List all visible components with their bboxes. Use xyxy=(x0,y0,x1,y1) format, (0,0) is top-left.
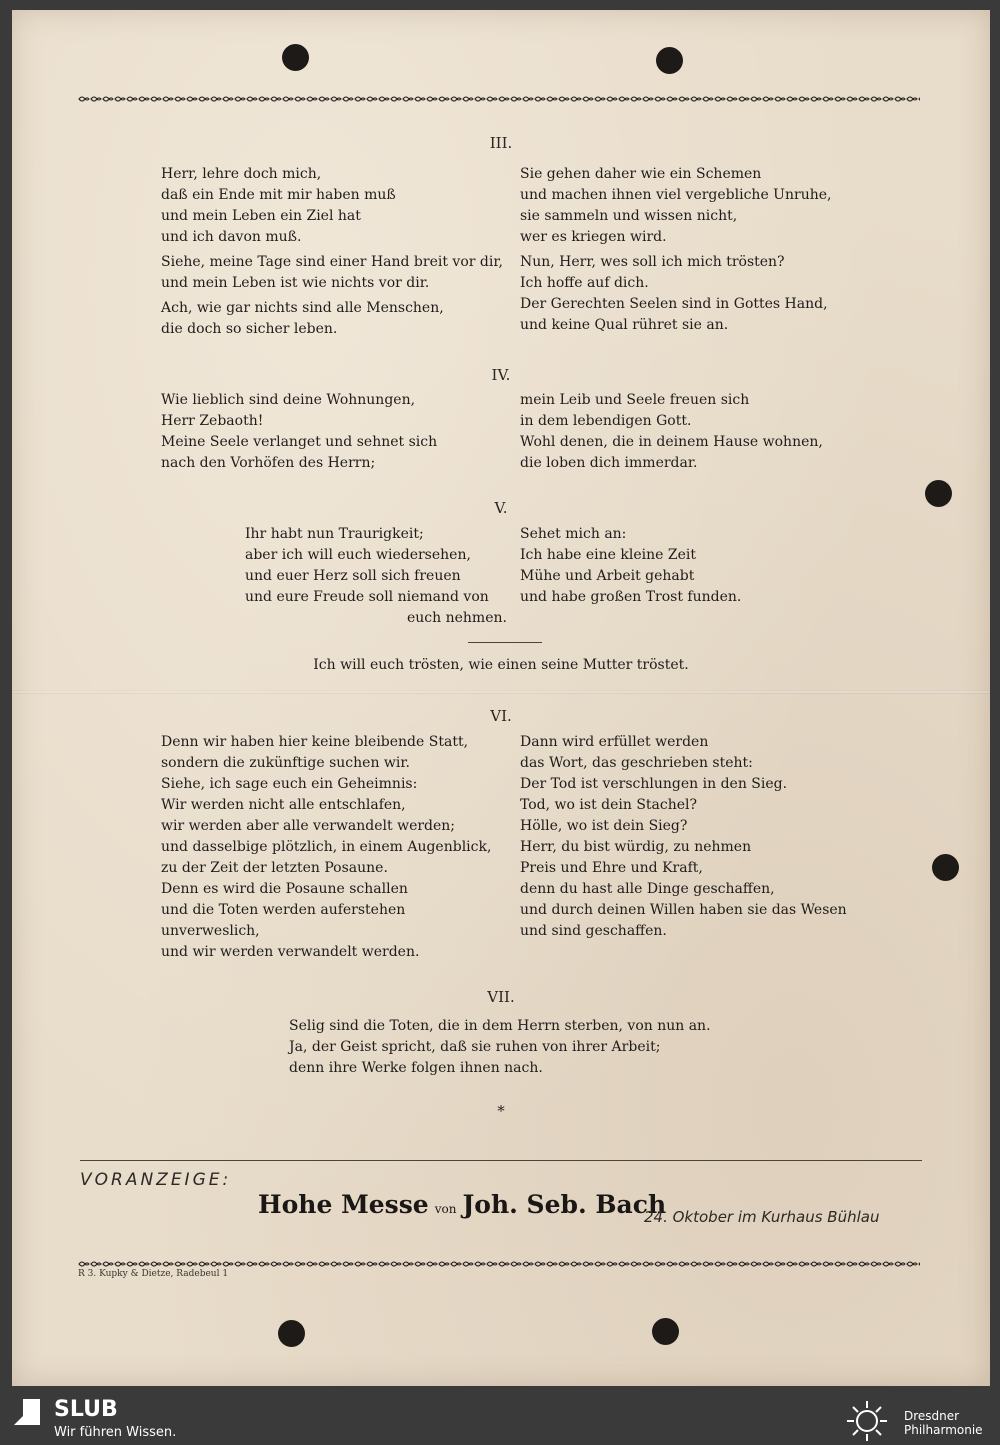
section-v-right-column xyxy=(520,524,741,608)
verse-line: die doch so sicher leben. xyxy=(161,321,338,337)
announcement-rule xyxy=(80,1160,922,1161)
section-numeral-vi: VI. xyxy=(490,707,512,725)
work-title: Hohe Messe xyxy=(258,1190,429,1219)
verse-line-continuation: euch nehmen. xyxy=(407,610,507,626)
verse-line: das Wort, das geschrieben steht: xyxy=(520,755,753,771)
verse-line: aber ich will euch wiedersehen, xyxy=(245,547,471,563)
verse-line: Tod, wo ist dein Stachel? xyxy=(520,797,698,813)
verse-line: Herr, lehre doch mich, xyxy=(161,166,322,182)
philharmonie-wordmark xyxy=(904,1409,983,1437)
verse-line: und mein Leben ist wie nichts vor dir. xyxy=(161,275,430,291)
philharmonie-logo-icon xyxy=(842,1397,892,1443)
von-word: von xyxy=(434,1202,457,1216)
verse-line: in dem lebendigen Gott. xyxy=(520,413,692,429)
verse-line: Selig sind die Toten, die in dem Herrn sterben, von nun an. xyxy=(289,1018,711,1034)
section-iii-right-column xyxy=(520,164,831,336)
verse-line: und mein Leben ein Ziel hat xyxy=(161,208,361,224)
verse-line: Wohl denen, die in deinem Hause wohnen, xyxy=(520,434,823,450)
verse-line: und keine Qual rühret sie an. xyxy=(520,317,729,333)
verse-line: denn du hast alle Dinge geschaffen, xyxy=(520,881,775,897)
verse-line: und machen ihnen viel vergebliche Unruhe, xyxy=(520,187,832,203)
verse-line: und wir werden verwandelt werden. xyxy=(161,944,420,960)
philharmonie-line2: Philharmonie xyxy=(904,1423,983,1437)
punch-hole xyxy=(932,854,959,881)
verse-line: zu der Zeit der letzten Posaune. xyxy=(161,860,388,876)
verse-line: Mühe und Arbeit gehabt xyxy=(520,568,695,584)
section-numeral-iv: IV. xyxy=(491,366,511,384)
verse-line: Denn wir haben hier keine bleibende Statt, xyxy=(161,734,469,750)
section-vi-right-column xyxy=(520,732,847,942)
paper-sheet xyxy=(12,10,990,1386)
section-v-left-column xyxy=(245,524,507,629)
punch-hole xyxy=(278,1320,305,1347)
verse-line: Meine Seele verlanget und sehnet sich xyxy=(161,434,438,450)
punch-hole xyxy=(282,44,309,71)
section-iv-right-column xyxy=(520,390,823,474)
verse-line: Herr Zebaoth! xyxy=(161,413,264,429)
verse-line: Wir werden nicht alle entschlafen, xyxy=(161,797,406,813)
verse-line: und habe großen Trost funden. xyxy=(520,589,742,605)
ornament-pattern xyxy=(78,1259,920,1269)
verse-line: und die Toten werden auferstehen xyxy=(161,902,406,918)
verse-line: und sind geschaffen. xyxy=(520,923,667,939)
verse-line: nach den Vorhöfen des Herrn; xyxy=(161,455,376,471)
verse-line: Dann wird erfüllet werden xyxy=(520,734,709,750)
verse-line: wir werden aber alle verwandelt werden; xyxy=(161,818,456,834)
printer-imprint: R 3. Kupky & Dietze, Radebeul 1 xyxy=(78,1269,229,1279)
paper-fold xyxy=(12,690,990,694)
section-vi-left-column xyxy=(161,732,491,963)
verse-line: Denn es wird die Posaune schallen xyxy=(161,881,408,897)
ornament-border-top xyxy=(78,94,920,104)
verse-line: Der Tod ist verschlungen in den Sieg. xyxy=(520,776,788,792)
ornament-pattern xyxy=(78,94,920,104)
verse-line: Hölle, wo ist dein Sieg? xyxy=(520,818,688,834)
verse-line: und ich davon muß. xyxy=(161,229,302,245)
verse-line: denn ihre Werke folgen ihnen nach. xyxy=(289,1060,543,1076)
punch-hole xyxy=(652,1318,679,1345)
verse-line: Ja, der Geist spricht, daß sie ruhen von ihrer Arbeit; xyxy=(289,1039,661,1055)
verse-line: und euer Herz soll sich freuen xyxy=(245,568,461,584)
verse-line: Ach, wie gar nichts sind alle Menschen, xyxy=(161,300,444,316)
section-iv-left-column xyxy=(161,390,437,474)
slub-logo-icon xyxy=(14,1399,40,1425)
verse-line: Wie lieblich sind deine Wohnungen, xyxy=(161,392,416,408)
announcement-label: VORANZEIGE: xyxy=(80,1170,232,1190)
verse-line: Siehe, ich sage euch ein Geheimnis: xyxy=(161,776,418,792)
announcement-date-place: 24. Oktober im Kurhaus Bühlau xyxy=(644,1208,880,1226)
section-numeral-vii: VII. xyxy=(487,988,515,1006)
philharmonie-line1: Dresdner xyxy=(904,1409,960,1423)
verse-line: und dasselbige plötzlich, in einem Augenblick, xyxy=(161,839,492,855)
verse-line: Herr, du bist würdig, zu nehmen xyxy=(520,839,752,855)
verse-line: Sie gehen daher wie ein Schemen xyxy=(520,166,762,182)
section-numeral-iii: III. xyxy=(489,134,513,152)
verse-line: und durch deinen Willen haben sie das Wesen xyxy=(520,902,847,918)
section-numeral-v: V. xyxy=(494,499,508,517)
verse-line: Ich habe eine kleine Zeit xyxy=(520,547,697,563)
announcement-title xyxy=(258,1190,666,1219)
verse-line: daß ein Ende mit mir haben muß xyxy=(161,187,396,203)
verse-line: Nun, Herr, wes soll ich mich trösten? xyxy=(520,254,785,270)
short-divider xyxy=(468,642,542,643)
verse-line: die loben dich immerdar. xyxy=(520,455,698,471)
verse-line: Ich hoffe auf dich. xyxy=(520,275,649,291)
verse-line: sondern die zukünftige suchen wir. xyxy=(161,755,410,771)
verse-line: mein Leib und Seele freuen sich xyxy=(520,392,750,408)
verse-line: Siehe, meine Tage sind einer Hand breit vor dir, xyxy=(161,254,503,270)
verse-line: und eure Freude soll niemand von xyxy=(245,589,489,605)
slub-tagline: Wir führen Wissen. xyxy=(54,1425,177,1440)
verse-line: wer es kriegen wird. xyxy=(520,229,667,245)
verse-line: unverweslich, xyxy=(161,923,260,939)
verse-line: Preis und Ehre und Kraft, xyxy=(520,860,703,876)
verse-line: sie sammeln und wissen nicht, xyxy=(520,208,738,224)
footer-bar xyxy=(0,1395,1000,1445)
section-v-closing-line: Ich will euch trösten, wie einen seine Mutter tröstet. xyxy=(313,657,689,673)
verse-line: Der Gerechten Seelen sind in Gottes Hand, xyxy=(520,296,828,312)
ornament-border-bottom xyxy=(78,1259,920,1269)
section-vii-verse xyxy=(289,1016,711,1079)
section-iii-left-column xyxy=(161,164,503,340)
slub-wordmark: SLUB xyxy=(54,1397,118,1422)
verse-line: Ihr habt nun Traurigkeit; xyxy=(245,526,424,542)
punch-hole xyxy=(656,47,683,74)
composer-name: Joh. Seb. Bach xyxy=(462,1190,667,1219)
asterisk-divider: * xyxy=(497,1102,505,1120)
verse-line: Sehet mich an: xyxy=(520,526,627,542)
